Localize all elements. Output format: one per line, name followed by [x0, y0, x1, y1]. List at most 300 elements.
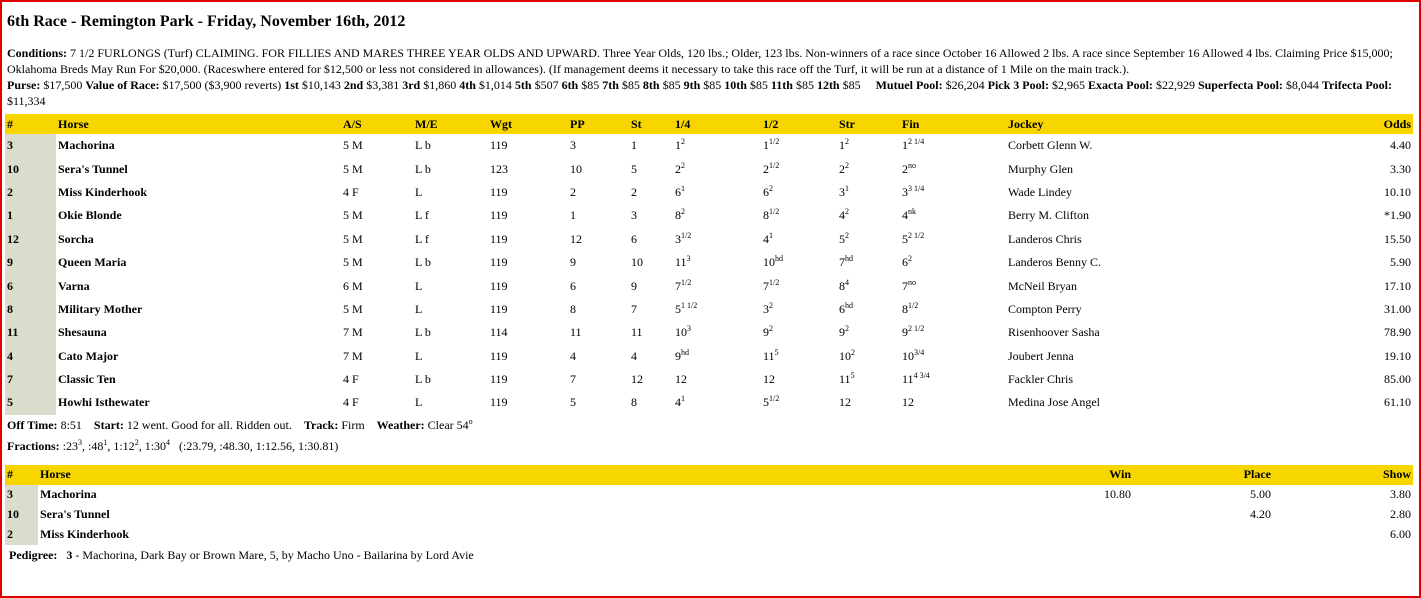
purse-value: $22,929	[1155, 78, 1195, 92]
half-call-margin: 5	[774, 347, 779, 357]
horse-name: Miss Kinderhook	[58, 184, 148, 199]
pedigree-text: - Machorina, Dark Bay or Brown Mare, 5, by Macho Uno - Bailarina by Lord Avie	[75, 547, 474, 562]
half-call	[761, 345, 837, 368]
finish-call	[900, 391, 1006, 414]
purse-value: $85	[703, 78, 722, 92]
program-number: 10	[5, 157, 56, 180]
start-position: 12	[631, 372, 643, 387]
off-time-label: Off Time:	[7, 417, 58, 432]
weight: 119	[490, 395, 508, 410]
med-equip: L	[415, 348, 423, 363]
purse-value: $1,014	[478, 78, 512, 92]
stretch-call-pos: 2	[839, 161, 845, 176]
finish-call-pos: 7	[902, 278, 908, 293]
result-row	[5, 251, 1413, 274]
stretch-call-pos: 1	[839, 138, 845, 153]
program-number: 12	[5, 228, 56, 251]
med-equip: L b	[415, 138, 431, 153]
half-call-margin: 2	[769, 183, 773, 193]
stretch-call-pos: 8	[839, 278, 845, 293]
weight: 119	[490, 208, 508, 223]
stretch-call-margin: 4	[845, 277, 849, 287]
start-value: 12 went. Good for all. Ridden out.	[126, 417, 292, 432]
finish-call-margin: 3/4	[914, 347, 925, 357]
program-number: 11	[5, 321, 56, 344]
quarter-call	[673, 345, 761, 368]
col-med-equip: M/E	[413, 114, 488, 134]
payout-number: 3	[5, 485, 38, 505]
finish-call	[900, 228, 1006, 251]
weight: 119	[490, 278, 508, 293]
program-number: 4	[5, 345, 56, 368]
program-number: 1	[5, 204, 56, 227]
half-call-pos: 8	[763, 208, 769, 223]
finish-call-pos: 8	[902, 301, 908, 316]
finish-call-margin: no	[908, 160, 916, 170]
age-sex: 5 M	[343, 161, 363, 176]
weight: 123	[490, 161, 508, 176]
result-row	[5, 345, 1413, 368]
med-equip: L b	[415, 325, 431, 340]
quarter-call-margin: 2	[681, 207, 685, 217]
start-position: 11	[631, 325, 643, 340]
finish-call-margin: 3 1/4	[908, 183, 925, 193]
weight: 119	[490, 255, 508, 270]
purse-value: $17,500 ($3,900 reverts)	[162, 78, 282, 92]
result-row	[5, 134, 1413, 157]
split-time: 1:30	[144, 438, 167, 453]
med-equip: L b	[415, 372, 431, 387]
quarter-call	[673, 298, 761, 321]
finish-call	[900, 321, 1006, 344]
purse-value: $2,965	[1051, 78, 1085, 92]
quarter-call-margin: 1	[681, 183, 685, 193]
quarter-call	[673, 204, 761, 227]
pedigree-label: Pedigree:	[9, 547, 58, 562]
payout-row	[5, 485, 1413, 505]
odds-value: 3.30	[1390, 161, 1411, 176]
fractions-label: Fractions:	[7, 438, 60, 453]
horse-name: Cato Major	[58, 348, 119, 363]
finish-call-margin: 2 1/4	[908, 137, 925, 147]
program-number: 7	[5, 368, 56, 391]
post-position: 8	[570, 301, 576, 316]
show-payout: 2.80	[1390, 507, 1411, 522]
start-position: 6	[631, 231, 637, 246]
col-jockey: Jockey	[1006, 114, 1341, 134]
half-call	[761, 391, 837, 414]
med-equip: L	[415, 301, 423, 316]
horse-name: Classic Ten	[58, 372, 116, 387]
half-call	[761, 251, 837, 274]
quarter-call-margin: 2	[681, 160, 685, 170]
pay-col-horse: Horse	[38, 465, 918, 485]
quarter-call-pos: 8	[675, 208, 681, 223]
stretch-call-margin: 2	[845, 230, 849, 240]
finish-call-margin: 2 1/2	[908, 324, 925, 334]
half-call	[761, 134, 837, 157]
finish-call-pos: 3	[902, 184, 908, 199]
result-row	[5, 181, 1413, 204]
start-position: 9	[631, 278, 637, 293]
quarter-call	[673, 368, 761, 391]
finish-call-pos: 12	[902, 395, 914, 410]
odds-value: 78.90	[1384, 325, 1411, 340]
finish-call-margin: no	[908, 277, 916, 287]
col-horse: Horse	[56, 114, 341, 134]
result-row	[5, 228, 1413, 251]
weight: 114	[490, 325, 508, 340]
fractions-line	[7, 436, 1413, 457]
quarter-call-margin: 2	[681, 137, 685, 147]
horse-name: Queen Maria	[58, 255, 127, 270]
finish-call-pos: 11	[902, 372, 914, 387]
age-sex: 5 M	[343, 231, 363, 246]
horse-name: Sorcha	[58, 231, 94, 246]
purse-label: 9th	[683, 78, 701, 92]
half-call-margin: 1/2	[769, 207, 780, 217]
stretch-call-pos: 3	[839, 184, 845, 199]
weight: 119	[490, 372, 508, 387]
quarter-call-pos: 2	[675, 161, 681, 176]
payout-horse: Sera's Tunnel	[40, 507, 110, 522]
start-position: 8	[631, 395, 637, 410]
col-age-sex: A/S	[341, 114, 413, 134]
purse-value: $85	[749, 78, 768, 92]
jockey-name: Risenhoover Sasha	[1008, 325, 1100, 340]
result-row	[5, 274, 1413, 297]
split-fifth: 4	[166, 437, 171, 447]
post-position: 6	[570, 278, 576, 293]
program-number: 8	[5, 298, 56, 321]
track-label: Track:	[303, 417, 339, 432]
payout-number: 2	[5, 525, 38, 545]
stretch-call	[837, 181, 900, 204]
payouts-header-row	[5, 465, 1413, 485]
quarter-call	[673, 228, 761, 251]
conditions-text: 7 1/2 FURLONGS (Turf) CLAIMING. FOR FILLIES AND MARES THREE YEAR OLDS AND UPWARD. Three Year Olds, 120 lbs.; Older, 123 lbs. Non-winners of a race since October 16 Allowed 2 lbs. A race since September 16 Allowed 4 lbs. Claiming Price $15,000; Oklahoma Breds May Run For $20,000. (Raceswhere entered for $12,500 or less not considered in allowances). (If management deems it necessary to take this race off the Turf, it will be run at a distance of 1 Mile on the main track.).	[7, 46, 1393, 76]
med-equip: L	[415, 184, 423, 199]
purse-label: 3rd	[402, 78, 421, 92]
horse-name: Howhi Isthewater	[58, 395, 150, 410]
pay-col-show: Show	[1273, 465, 1413, 485]
purse-value: $85	[842, 78, 861, 92]
col-weight: Wgt	[488, 114, 568, 134]
stretch-call	[837, 345, 900, 368]
post-position: 1	[570, 208, 576, 223]
payout-number: 10	[5, 505, 38, 525]
med-equip: L f	[415, 208, 429, 223]
finish-call-margin: 1/2	[908, 300, 919, 310]
age-sex: 4 F	[343, 184, 359, 199]
finish-call-margin: 2	[908, 254, 912, 264]
pay-col-num: #	[5, 465, 38, 485]
result-row	[5, 391, 1413, 414]
quarter-call-margin: hd	[681, 347, 689, 357]
purse-label: 11th	[770, 78, 793, 92]
half-call	[761, 274, 837, 297]
half-call-pos: 5	[763, 395, 769, 410]
stretch-call-pos: 5	[839, 231, 845, 246]
purse-label: Purse:	[7, 78, 41, 92]
stretch-call	[837, 391, 900, 414]
stretch-call-margin: hd	[845, 254, 853, 264]
purse-value: $3,381	[366, 78, 400, 92]
half-call	[761, 228, 837, 251]
post-position: 11	[570, 325, 582, 340]
purse-label: 2nd	[343, 78, 364, 92]
stretch-call	[837, 251, 900, 274]
age-sex: 5 M	[343, 301, 363, 316]
split-fifth: 3	[78, 437, 82, 447]
half-call-margin: 1/2	[769, 394, 780, 404]
quarter-call	[673, 274, 761, 297]
stretch-call	[837, 134, 900, 157]
age-sex: 5 M	[343, 255, 363, 270]
jockey-name: Medina Jose Angel	[1008, 395, 1100, 410]
payout-row	[5, 505, 1413, 525]
show-payout: 6.00	[1390, 527, 1411, 542]
jockey-name: Compton Perry	[1008, 301, 1082, 316]
age-sex: 5 M	[343, 138, 363, 153]
stretch-call-margin: 5	[850, 371, 855, 381]
post-position: 10	[570, 161, 582, 176]
weight: 119	[490, 301, 508, 316]
track-value: Firm	[341, 417, 365, 432]
degree-mark: o	[468, 416, 473, 426]
stretch-call-pos: 6	[839, 301, 845, 316]
quarter-call-margin: 1/2	[681, 230, 692, 240]
start-position: 4	[631, 348, 637, 363]
med-equip: L	[415, 278, 423, 293]
results-header-row	[5, 114, 1413, 134]
start-label: Start:	[93, 417, 124, 432]
start-position: 7	[631, 301, 637, 316]
off-time-line	[7, 415, 1413, 436]
med-equip: L f	[415, 231, 429, 246]
stretch-call-pos: 9	[839, 325, 845, 340]
half-call-pos: 6	[763, 184, 769, 199]
quarter-call-pos: 6	[675, 184, 681, 199]
purse-label: 4th	[459, 78, 476, 92]
purse-value: $507	[534, 78, 559, 92]
place-payout	[1133, 525, 1273, 545]
odds-value: 15.50	[1384, 231, 1411, 246]
purse-value: $85	[662, 78, 681, 92]
horse-name: Machorina	[58, 138, 115, 153]
win-payout	[918, 525, 1133, 545]
half-call-pos: 9	[763, 325, 769, 340]
purse-label: 5th	[514, 78, 532, 92]
stretch-call-margin: 2	[845, 160, 849, 170]
weight: 119	[490, 348, 508, 363]
stretch-call-margin: 2	[845, 207, 849, 217]
odds-value: 4.40	[1390, 138, 1411, 153]
purse-value: $1,860	[423, 78, 457, 92]
stretch-call-margin: 2	[845, 137, 849, 147]
age-sex: 6 M	[343, 278, 363, 293]
odds-value: *1.90	[1384, 208, 1411, 223]
stretch-call-pos: 4	[839, 208, 845, 223]
purse-label: 6th	[561, 78, 579, 92]
med-equip: L b	[415, 255, 431, 270]
stretch-call-pos: 7	[839, 255, 845, 270]
off-time-value: 8:51	[60, 417, 82, 432]
show-payout: 3.80	[1390, 487, 1411, 502]
finish-call	[900, 181, 1006, 204]
quarter-call-margin: 1	[681, 394, 685, 404]
weight: 119	[490, 184, 508, 199]
split-fifth: 1	[103, 437, 108, 447]
result-row	[5, 298, 1413, 321]
place-payout: 4.20	[1250, 507, 1271, 522]
jockey-name: Landeros Chris	[1008, 231, 1082, 246]
quarter-call	[673, 321, 761, 344]
pedigree-line	[9, 548, 1413, 563]
results-table	[5, 114, 1413, 415]
stretch-call	[837, 228, 900, 251]
col-quarter: 1/4	[673, 114, 761, 134]
pedigree-num: 3	[66, 547, 73, 562]
stretch-call	[837, 157, 900, 180]
weight: 119	[490, 138, 508, 153]
half-call-pos: 11	[763, 348, 775, 363]
finish-call	[900, 368, 1006, 391]
split-time: :48	[88, 438, 104, 453]
finish-call-pos: 9	[902, 325, 908, 340]
quarter-call-pos: 12	[675, 372, 687, 387]
half-call-margin: 1/2	[769, 137, 780, 147]
program-number: 3	[5, 134, 56, 157]
odds-value: 19.10	[1384, 348, 1411, 363]
odds-value: 85.00	[1384, 372, 1411, 387]
post-position: 9	[570, 255, 576, 270]
purse-value: $26,204	[945, 78, 985, 92]
quarter-call-margin: 1 1/2	[681, 300, 698, 310]
win-payout	[918, 505, 1133, 525]
horse-name: Okie Blonde	[58, 208, 122, 223]
half-call-margin: hd	[775, 254, 783, 264]
race-conditions	[7, 45, 1413, 109]
horse-name: Varna	[58, 278, 90, 293]
purse-value: $17,500	[43, 78, 83, 92]
finish-call	[900, 274, 1006, 297]
half-call-pos: 1	[763, 138, 769, 153]
program-number: 2	[5, 181, 56, 204]
result-row	[5, 157, 1413, 180]
quarter-call-pos: 9	[675, 348, 681, 363]
weather-value: Clear 54	[427, 417, 469, 432]
purse-label: 7th	[602, 78, 619, 92]
jockey-name: Joubert Jenna	[1008, 348, 1074, 363]
purse-label: 12th	[816, 78, 840, 92]
result-row	[5, 368, 1413, 391]
program-number: 6	[5, 274, 56, 297]
result-row	[5, 321, 1413, 344]
stretch-call	[837, 204, 900, 227]
quarter-call-margin: 3	[687, 324, 691, 334]
quarter-call-pos: 11	[675, 255, 687, 270]
quarter-call	[673, 251, 761, 274]
quarter-call	[673, 181, 761, 204]
jockey-name: Berry M. Clifton	[1008, 208, 1089, 223]
split-fifth: 2	[134, 437, 139, 447]
program-number: 5	[5, 391, 56, 414]
col-stretch: Str	[837, 114, 900, 134]
finish-call-margin: 2 1/2	[908, 230, 925, 240]
half-call	[761, 204, 837, 227]
pay-col-place: Place	[1133, 465, 1273, 485]
finish-call	[900, 345, 1006, 368]
finish-call	[900, 157, 1006, 180]
purse-label: 8th	[642, 78, 660, 92]
conditions-label: Conditions:	[7, 46, 68, 60]
start-position: 3	[631, 208, 637, 223]
quarter-call-pos: 5	[675, 301, 681, 316]
jockey-name: Murphy Glen	[1008, 161, 1073, 176]
jockey-name: McNeil Bryan	[1008, 278, 1077, 293]
finish-call	[900, 251, 1006, 274]
quarter-call-pos: 1	[675, 138, 681, 153]
finish-call-pos: 10	[902, 348, 914, 363]
half-call-margin: 1/2	[769, 160, 780, 170]
purse-line	[7, 78, 1392, 108]
stretch-call	[837, 321, 900, 344]
horse-name: Sera's Tunnel	[58, 161, 128, 176]
payout-row	[5, 525, 1413, 545]
purse-label: Value of Race:	[85, 78, 160, 92]
horse-name: Military Mother	[58, 301, 143, 316]
start-position: 5	[631, 161, 637, 176]
weight: 119	[490, 231, 508, 246]
quarter-call-pos: 3	[675, 231, 681, 246]
age-sex: 5 M	[343, 208, 363, 223]
finish-call	[900, 298, 1006, 321]
post-position: 3	[570, 138, 576, 153]
half-call-pos: 2	[763, 161, 769, 176]
jockey-name: Corbett Glenn W.	[1008, 138, 1093, 153]
purse-value: $85	[621, 78, 640, 92]
split-time: :23	[62, 438, 78, 453]
finish-call-margin: nk	[908, 207, 916, 217]
payout-horse: Machorina	[40, 487, 97, 502]
quarter-call-pos: 4	[675, 395, 681, 410]
med-equip: L	[415, 395, 423, 410]
col-post-position: PP	[568, 114, 629, 134]
age-sex: 7 M	[343, 348, 363, 363]
half-call	[761, 368, 837, 391]
age-sex: 4 F	[343, 372, 359, 387]
finish-call	[900, 204, 1006, 227]
purse-label: 10th	[724, 78, 747, 92]
start-position: 10	[631, 255, 643, 270]
weather-label: Weather:	[376, 417, 425, 432]
fractions-exact: (:23.79, :48.30, 1:12.56, 1:30.81)	[179, 438, 339, 453]
stretch-call-margin: 1	[845, 183, 849, 193]
half-call-pos: 12	[763, 372, 775, 387]
purse-value: $85	[795, 78, 814, 92]
jockey-name: Fackler Chris	[1008, 372, 1073, 387]
stretch-call	[837, 368, 900, 391]
purse-value: $8,044	[1285, 78, 1319, 92]
finish-call-pos: 6	[902, 255, 908, 270]
fractions-splits: $:23^3$, $:48^1$, $1:12^2$, $1:30^4$	[62, 437, 171, 453]
half-call-margin: 2	[769, 324, 773, 334]
quarter-call-margin: 1/2	[681, 277, 692, 287]
quarter-call-margin: 3	[686, 254, 691, 264]
pay-col-win: Win	[918, 465, 1133, 485]
post-position: 7	[570, 372, 576, 387]
